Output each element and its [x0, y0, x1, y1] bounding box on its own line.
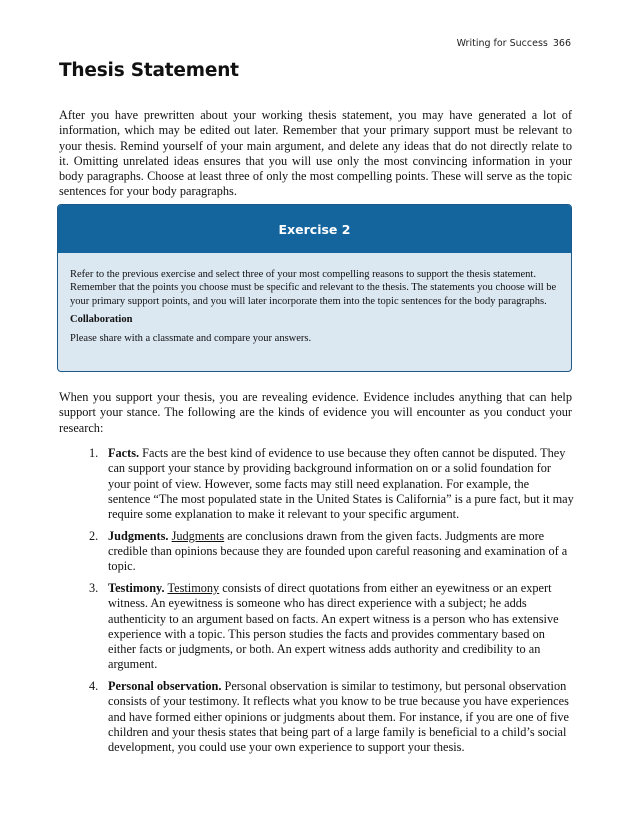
intro-paragraph: After you have prewritten about your working thesis statement, you may have generated a lot of information, which may be edited out later. Remember that your primary support must be relevant to your thesis. Remind yourself of your main argument, and delete any ideas that do not directly relate to it. Omitting unrelated ideas ensures that you will use only the most convincing information in your body paragraphs. Choose at least three of only the most compelling points. These will serve as the topic sentences for your body paragraphs. [59, 108, 572, 199]
evidence-text: are conclusions drawn from the given facts. Judgments are more credible than opinions because they are founded upon careful reasoning and examination of a topic. [108, 528, 568, 574]
list-number: 3. [89, 581, 99, 595]
section-title: Thesis Statement [59, 60, 239, 81]
glossary-link-judgments[interactable]: Judgments [171, 528, 225, 543]
evidence-list [89, 446, 574, 762]
collaboration-text: Please share with a classmate and compare your answers. [70, 332, 312, 344]
running-header [457, 38, 571, 49]
list-number: 2. [89, 528, 99, 543]
list-item [89, 446, 574, 522]
exercise-instructions: Refer to the previous exercise and select three of your most compelling reasons to support the thesis statement. Remember that the points you choose must be specific and relevant to the thesis. The statements you choose will be your primary support points, and you will later incorporate them into the topic sentences for the body paragraphs. [70, 269, 557, 307]
evidence-term: Facts. [108, 446, 140, 460]
list-number: 1. [89, 446, 99, 460]
list-item [89, 581, 574, 673]
list-number: 4. [89, 679, 99, 693]
exercise-box [57, 204, 572, 372]
list-item [89, 529, 574, 575]
collaboration-title: Collaboration [70, 314, 133, 326]
exercise-body [58, 253, 571, 345]
exercise-title: Exercise 2 [278, 221, 351, 237]
evidence-intro-paragraph: When you support your thesis, you are revealing evidence. Evidence includes anything that can help support your stance. The following are the kinds of evidence you will encounter as you conduct your research: [59, 390, 572, 435]
glossary-link-testimony[interactable]: Testimony [167, 581, 220, 595]
evidence-term: Judgments. [108, 528, 169, 543]
evidence-term: Testimony. [108, 581, 165, 595]
exercise-header [58, 205, 571, 253]
list-item [89, 679, 574, 755]
evidence-text: consists of direct quotations from either an eyewitness or an expert witness. An eyewitness is someone who has direct experience with a subject; he adds authenticity to an argument based on facts. An expert witness is a person who has extensive experience with a topic. This person studies the facts and provides commentary based on either facts or judgments, or both. An expert witness adds authority and credibility to an argument. [108, 581, 559, 672]
evidence-text: Facts are the best kind of evidence to use because they often cannot be disputed. They can support your stance by providing background information on or a solid foundation for your point of view. However, some facts may still need explanation. For example, the sentence “The most populated state in the United States is California” is a pure fact, but it may require some explanation to make it relevant to your specific argument. [108, 446, 574, 521]
book-title: Writing for Success [456, 38, 548, 49]
page-number: 366 [552, 38, 571, 49]
evidence-term: Personal observation. [108, 679, 222, 693]
evidence-text: Personal observation is similar to testimony, but personal observation consists of your testimony. It reflects what you know to be true because you have experiences and have formed either opinions or judgments about them. For instance, if you are one of five children and your thesis states that being part of a large family is beneficial to a child’s social development, you could use your own experience to support your thesis. [108, 679, 570, 754]
